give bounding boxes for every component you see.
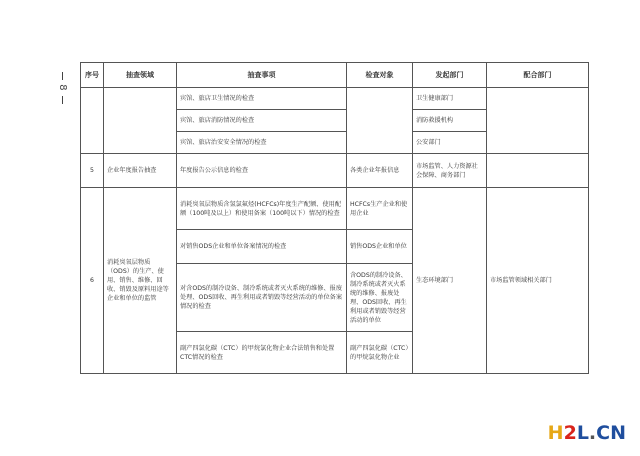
cell-no-empty bbox=[81, 88, 104, 154]
watermark-dot: . bbox=[588, 422, 597, 444]
cell-field: 企业年度报告抽查 bbox=[104, 154, 177, 188]
cell-target: HCFCs生产企业和使用企业 bbox=[347, 188, 413, 230]
cell-matter: 消耗臭氧层物质含氢氯氟烃(HCFCs)年度生产配额、使用配额（100吨及以上）和使用备案（100吨以下）情况的检查 bbox=[177, 188, 347, 230]
cell-field: 消耗臭氧层物质（ODS）的生产、使用、销售、维修、回收、销毁及原料用途等企业和单位的监管 bbox=[104, 188, 177, 374]
table-row bbox=[81, 154, 589, 188]
cell-coop-empty bbox=[487, 154, 589, 188]
header-matter: 抽查事项 bbox=[177, 63, 347, 88]
cell-dept: 市场监管、人力资源社会保障、商务部门 bbox=[413, 154, 487, 188]
cell-dept: 卫生健康部门 bbox=[413, 88, 487, 110]
watermark-2: 2 bbox=[563, 422, 577, 444]
watermark-cn: CN bbox=[596, 422, 626, 444]
cell-matter: 对销售ODS企业和单位备案情况的检查 bbox=[177, 230, 347, 264]
page-number-dash-top bbox=[62, 72, 63, 80]
cell-coop: 市场监管领域相关部门 bbox=[487, 188, 589, 374]
cell-target: 各类企业年报信息 bbox=[347, 154, 413, 188]
watermark-l: L bbox=[576, 422, 589, 444]
table-row bbox=[81, 88, 589, 110]
cell-matter: 宾馆、旅店治安安全情况的检查 bbox=[177, 132, 347, 154]
cell-no: 6 bbox=[81, 188, 104, 374]
cell-target: 副产四氯化碳（CTC）的甲烷氯化物企业 bbox=[347, 332, 413, 374]
watermark-h: H bbox=[547, 422, 564, 444]
cell-target: 含ODS的制冷设备、制冷系统或者灭火系统的维修、报废处理、ODS回收、再生利用或者销毁等经营活动的单位 bbox=[347, 264, 413, 332]
cell-field-empty bbox=[104, 88, 177, 154]
cell-matter: 宾馆、旅店卫生情况的检查 bbox=[177, 88, 347, 110]
cell-target: 销售ODS企业和单位 bbox=[347, 230, 413, 264]
header-target: 检查对象 bbox=[347, 63, 413, 88]
cell-dept: 公安部门 bbox=[413, 132, 487, 154]
cell-dept: 生态环境部门 bbox=[413, 188, 487, 374]
header-cooperating-dept: 配合部门 bbox=[487, 63, 589, 88]
table-header-row bbox=[81, 63, 589, 88]
cell-dept: 消防救援机构 bbox=[413, 110, 487, 132]
header-no: 序号 bbox=[81, 63, 104, 88]
header-field: 抽查领域 bbox=[104, 63, 177, 88]
page-number bbox=[57, 72, 68, 104]
cell-matter: 宾馆、旅店消防情况的检查 bbox=[177, 110, 347, 132]
cell-target-empty bbox=[347, 88, 413, 154]
table-row bbox=[81, 188, 589, 230]
inspection-table bbox=[80, 62, 589, 374]
cell-coop-empty bbox=[487, 88, 589, 154]
cell-matter: 对含ODS的制冷设备、制冷系统或者灭火系统的维修、报废处理、ODS回收、再生利用或者销毁等经营活动的单位备案情况的检查 bbox=[177, 264, 347, 332]
page-number-value: 8 bbox=[57, 84, 68, 92]
header-initiating-dept: 发起部门 bbox=[413, 63, 487, 88]
cell-no: 5 bbox=[81, 154, 104, 188]
site-watermark-logo bbox=[548, 422, 626, 444]
page-number-dash-bottom bbox=[62, 96, 63, 104]
cell-matter: 副产四氯化碳（CTC）的甲烷氯化物企业合法销售和处置CTC情况的检查 bbox=[177, 332, 347, 374]
cell-matter: 年度报告公示信息的检查 bbox=[177, 154, 347, 188]
